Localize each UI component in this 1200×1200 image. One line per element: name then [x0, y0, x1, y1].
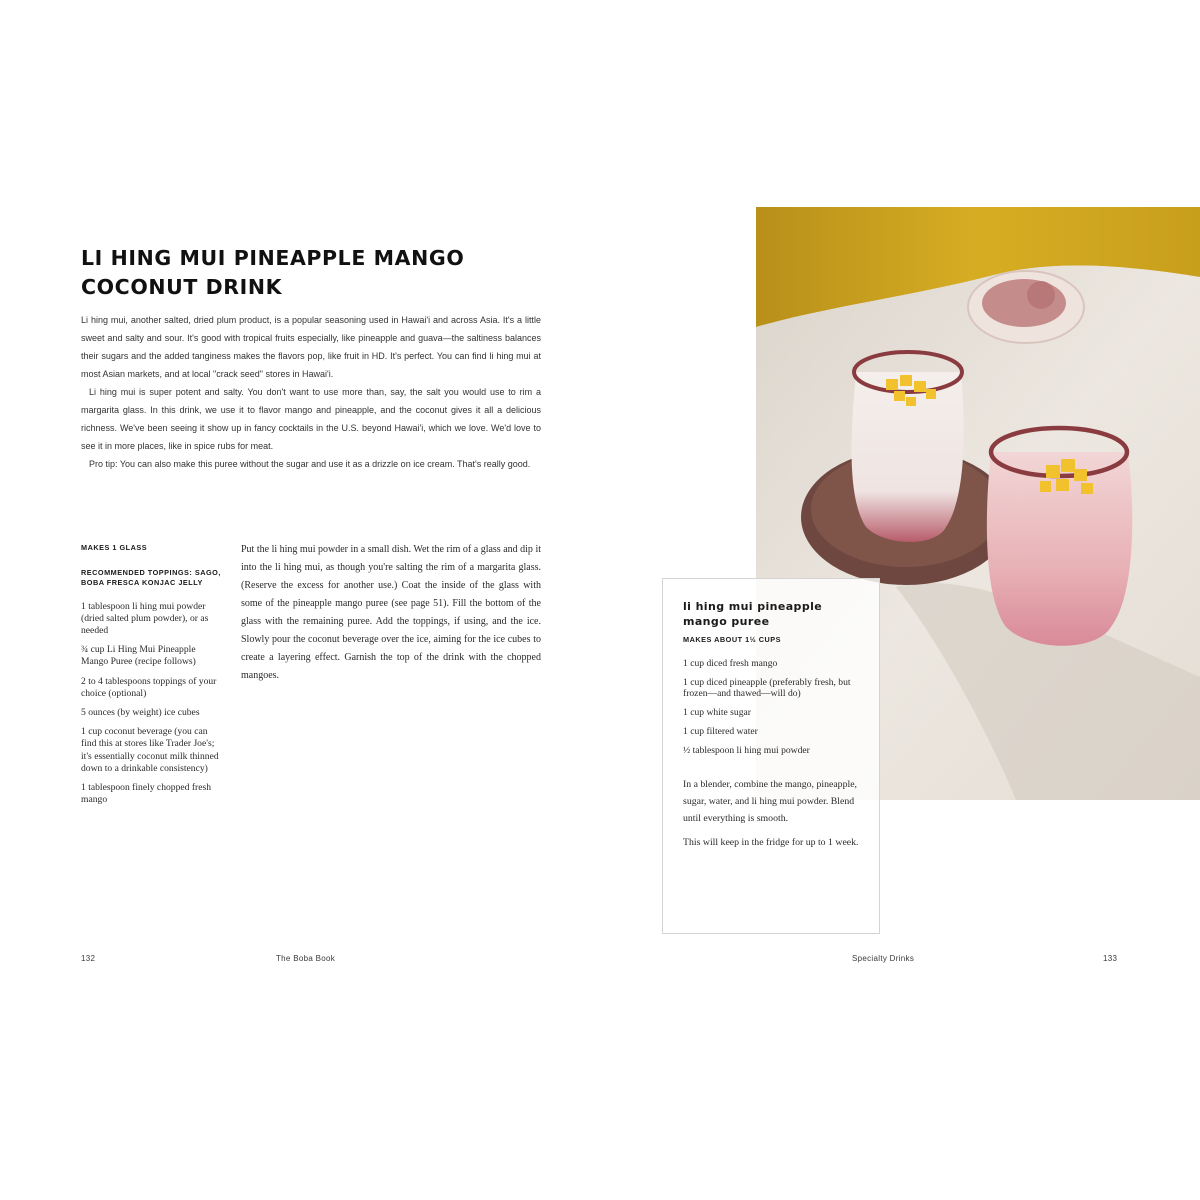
ingredient-item: 1 cup coconut beverage (you can find this at stores like Trader Joe's; it's essentially coconut milk thinned down to a drinkable consistency): [81, 726, 219, 774]
method-text: Put the li hing mui powder in a small dish. Wet the rim of a glass and dip it into the li hing mui, as though you're salting the rim of a margarita glass. (Reserve the excess for another use.) Coat the inside of the glass with some of the pineapple mango puree (see page 51). Fill the bottom of the glass with the remaining puree. Add the toppings, if using, and the ice. Slowly pour the coconut beverage over the ice, aiming for the ice cubes to create a layering effect. Garnish the top of the drink with the chopped mangoes.: [241, 544, 541, 681]
intro-text: [81, 311, 541, 473]
left-running-footer: The Boba Book: [276, 954, 336, 963]
puree-ingredient-list: [683, 658, 859, 756]
ingredient-item: 1 tablespoon li hing mui powder (dried salted plum powder), or as needed: [81, 600, 209, 636]
recipe-title-line-2: COCONUT DRINK: [81, 275, 283, 299]
left-page-number: 132: [81, 954, 96, 963]
puree-ingredient-item: 1 cup diced fresh mango: [683, 657, 778, 669]
puree-storage-note: This will keep in the fridge for up to 1 week.: [683, 836, 859, 848]
recipe-title: [81, 244, 551, 302]
puree-ingredient-item: 1 cup diced pineapple (preferably fresh, but frozen—and thawed—will do): [683, 676, 851, 699]
puree-title: [683, 599, 859, 629]
intro-paragraph-2: Li hing mui is super potent and salty. You don't want to use more than, say, the salt you would use to rim a margarita glass. In this drink, we use it to flavor mango and pineapple, and the coconut gives it all a delicious richness. We've been seeing it show up in fancy cocktails in the U.S. beyond Hawai'i, which we love. We'd love to see it in more places, like in spice rubs for meat.: [81, 387, 541, 451]
puree-method-text: In a blender, combine the mango, pineapple, sugar, water, and li hing mui powder. Blend until everything is smooth.: [683, 778, 857, 824]
intro-paragraph-3: Pro tip: You can also make this puree without the sugar and use it as a drizzle on ice cream. That's really good.: [89, 459, 531, 469]
puree-ingredient-item: 1 cup filtered water: [683, 725, 758, 737]
recipe-title-line-1: LI HING MUI PINEAPPLE MANGO: [81, 246, 465, 270]
ingredients-column: [81, 543, 221, 813]
ingredient-item: 5 ounces (by weight) ice cubes: [81, 706, 200, 718]
puree-yield-label: MAKES ABOUT 1½ CUPS: [683, 635, 782, 644]
intro-paragraph-1: Li hing mui, another salted, dried plum product, is a popular seasoning used in Hawai'i and across Asia. It's a little sweet and salty and sour. It's good with tropical fruits especially, like pineapple and guava—the saltiness balances their sugars and the added tanginess makes the flavors pop, like fruit in HD. It's perfect. You can find li hing mui at most Asian markets, and at local "crack seed" stores in Hawai'i.: [81, 315, 541, 379]
li-hing-mui-powder: [982, 279, 1066, 327]
powder-scoop: [1027, 281, 1055, 309]
right-running-footer: Specialty Drinks: [852, 954, 915, 963]
ingredient-list: [81, 601, 221, 807]
puree-ingredient-item: ½ tablespoon li hing mui powder: [683, 744, 810, 756]
ingredient-item: 1 tablespoon finely chopped fresh mango: [81, 781, 212, 806]
right-page-number: 133: [1103, 954, 1118, 963]
puree-title-line-1: li hing mui pineapple: [683, 600, 823, 613]
toppings-label: RECOMMENDED TOPPINGS: SAGO, BOBA FRESCA KONJAC JELLY: [81, 567, 221, 587]
yield-label: MAKES 1 GLASS: [81, 543, 148, 552]
puree-title-line-2: mango puree: [683, 615, 770, 628]
ingredient-item: ¾ cup Li Hing Mui Pineapple Mango Puree (recipe follows): [81, 644, 196, 668]
puree-sidebar: [662, 578, 880, 934]
ingredient-item: 2 to 4 tablespoons toppings of your choice (optional): [81, 675, 217, 699]
puree-ingredient-item: 1 cup white sugar: [683, 706, 751, 718]
